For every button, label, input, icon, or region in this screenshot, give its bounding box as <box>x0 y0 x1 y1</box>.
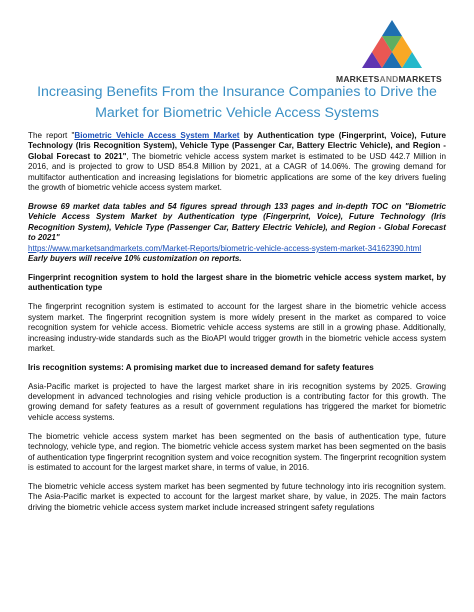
section-heading-fingerprint: Fingerprint recognition system to hold the largest share in the biometric vehicle access system market, by authentication type <box>28 273 446 293</box>
logo-mark-icon <box>362 18 422 70</box>
early-buyers-note: Early buyers will receive 10% customization on reports. <box>28 254 242 264</box>
logo-word-markets: MARKETS <box>336 74 380 84</box>
intro-paragraph <box>28 131 446 194</box>
browse-text: Browse 69 market data tables and 54 figures spread through 133 pages and in-depth TOC on "Biometric Vehicle Access System Market by Authentication type (Fingerprint, Voice), Future Technology (Iris Recognition System), Vehicle Type (Passenger Car, Battery Electric Vehicle), and Region - Global Forecast to 2021" <box>28 202 446 243</box>
section-heading-iris: Iris recognition systems: A promising market due to increased demand for safety features <box>28 362 374 372</box>
browse-paragraph <box>28 202 446 265</box>
segmentation-paragraph: The biometric vehicle access system market has been segmented on the basis of authentication type, future technology, vehicle type, and region. The biometric vehicle access system market has been segmented on the basis of authentication type fingerprint recognition system and voice recognition system. The fingerprint recognition system is estimated to account for the largest market share, in terms of value, in 2016. <box>28 431 446 473</box>
report-title-bold: by Authentication type (Fingerprint, Voice), Future Technology (Iris Recognition System), Vehicle Type (Passenger Car, Battery Electric Vehicle), and Region - Global Forecast to 2021" <box>28 131 446 161</box>
intro-text: , The biometric vehicle access system market is estimated to be USD 442.7 Million in 2016, and is projected to grow to USD 854.8 Million by 2021, at a CAGR of 14.06%. The growing demand for multifactor authentication and increasing legislations for biometric applications are some of the key drivers fueling the growth of biometric vehicle access system market. <box>28 151 446 193</box>
logo-triangle <box>382 20 402 36</box>
logo-word-markets-2: MARKETS <box>398 74 442 84</box>
logo-word-and: AND <box>379 74 399 84</box>
future-technology-paragraph: The biometric vehicle access system market has been segmented by future technology into iris recognition system. The Asia-Pacific market is expected to account for the largest market share, by value, in 2025. The main factors driving the biometric vehicle access system market include increased stringent safety regulations <box>28 481 446 512</box>
article-body <box>28 131 446 521</box>
iris-paragraph: Asia-Pacific market is projected to have the largest market share in iris recognition systems by 2025. Growing development in advanced technologies and rising vehicle production is a contributing factor for this growth. The growing demand for safety features as a result of government regulations has triggered the market for biometric vehicle access systems. <box>28 381 446 422</box>
fingerprint-paragraph: The fingerprint recognition system is estimated to account for the largest share in the biometric vehicle access system market. The fingerprint recognition system is more widely present in the market as compared to voice recognition system for vehicle access. Biometric vehicle access systems are still in a growing phase. Additionally, increasing industry-wide standards such as the BioAPI would trigger growth in the biometric vehicle access system market. <box>28 302 446 354</box>
intro-prefix: The report " <box>28 131 75 140</box>
marketsandmarkets-logo <box>324 18 444 90</box>
report-title-link[interactable]: Biometric Vehicle Access System Market <box>74 131 240 140</box>
report-url-link[interactable]: https://www.marketsandmarkets.com/Market-Reports/biometric-vehicle-access-system-market-34162390.html <box>28 243 422 253</box>
page-title: Increasing Benefits From the Insurance Companies to Drive the Market for Biometric Vehicle Access Systems <box>37 84 437 121</box>
